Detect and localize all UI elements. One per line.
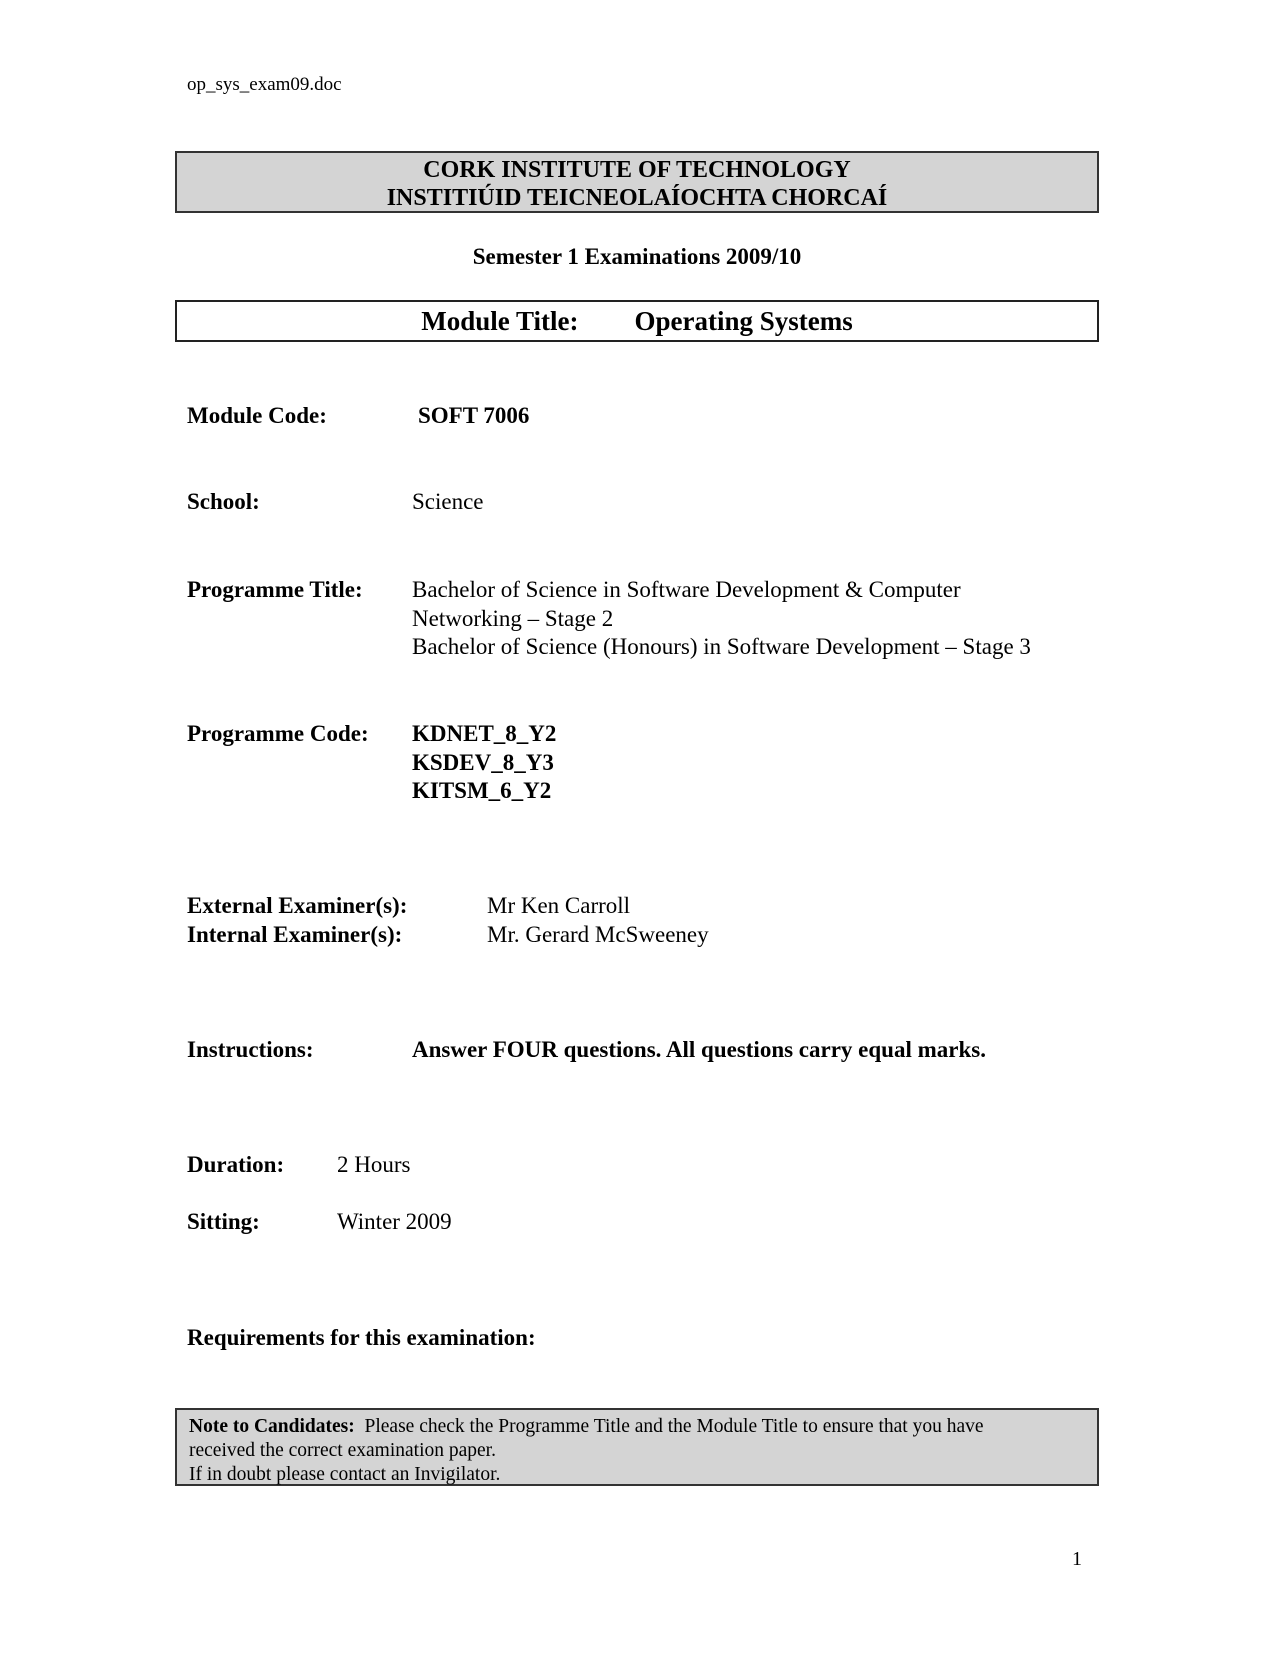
- programme-title-line: Networking – Stage 2: [412, 605, 614, 631]
- internal-examiner-value: Mr. Gerard McSweeney: [487, 922, 709, 947]
- sitting-label: Sitting:: [187, 1209, 260, 1234]
- external-examiner-label: External Examiner(s):: [187, 893, 408, 918]
- module-title-value: Operating Systems: [634, 306, 853, 336]
- school-label: School:: [187, 489, 260, 514]
- institution-name-english: CORK INSTITUTE OF TECHNOLOGY: [423, 157, 851, 183]
- note-line: received the correct examination paper.: [189, 1440, 496, 1461]
- duration-value: 2 Hours: [337, 1152, 411, 1177]
- institution-name-irish: INSTITIÚID TEICNEOLAÍOCHTA CHORCAÍ: [386, 185, 888, 211]
- institution-banner: [175, 151, 1099, 213]
- note-to-candidates-box: [175, 1408, 1099, 1486]
- programme-title-line: Bachelor of Science (Honours) in Software Development – Stage 3: [412, 634, 1031, 659]
- duration-label: Duration:: [187, 1152, 285, 1177]
- module-title-box: [175, 300, 1099, 342]
- programme-code-label: Programme Code:: [187, 721, 369, 746]
- internal-examiner-label: Internal Examiner(s):: [187, 922, 403, 947]
- instructions-label: Instructions:: [187, 1037, 314, 1062]
- school-value: Science: [412, 489, 484, 514]
- page-number: 1: [1072, 1548, 1082, 1570]
- programme-title-values: [412, 576, 1031, 662]
- module-title-label: Module Title:: [421, 306, 579, 336]
- document-filename: op_sys_exam09.doc: [187, 74, 342, 95]
- programme-code: KSDEV_8_Y3: [412, 749, 554, 775]
- instructions-value: Answer FOUR questions. All questions carry equal marks.: [412, 1037, 986, 1062]
- programme-code: KDNET_8_Y2: [412, 721, 557, 746]
- note-line: If in doubt please contact an Invigilator.: [189, 1464, 501, 1485]
- semester-heading: Semester 1 Examinations 2009/10: [472, 244, 802, 269]
- programme-code-values: [412, 720, 556, 806]
- note-line: Please check the Programme Title and the Module Title to ensure that you have: [364, 1416, 984, 1437]
- programme-title-label: Programme Title:: [187, 577, 363, 602]
- programme-title-line: Bachelor of Science in Software Development & Computer: [412, 577, 961, 602]
- programme-code: KITSM_6_Y2: [412, 778, 552, 803]
- note-label: Note to Candidates:: [189, 1416, 355, 1437]
- requirements-heading: Requirements for this examination:: [187, 1325, 536, 1350]
- module-code-label: Module Code:: [187, 403, 327, 428]
- module-code-value: SOFT 7006: [418, 403, 530, 428]
- sitting-value: Winter 2009: [337, 1209, 452, 1234]
- external-examiner-value: Mr Ken Carroll: [487, 893, 631, 918]
